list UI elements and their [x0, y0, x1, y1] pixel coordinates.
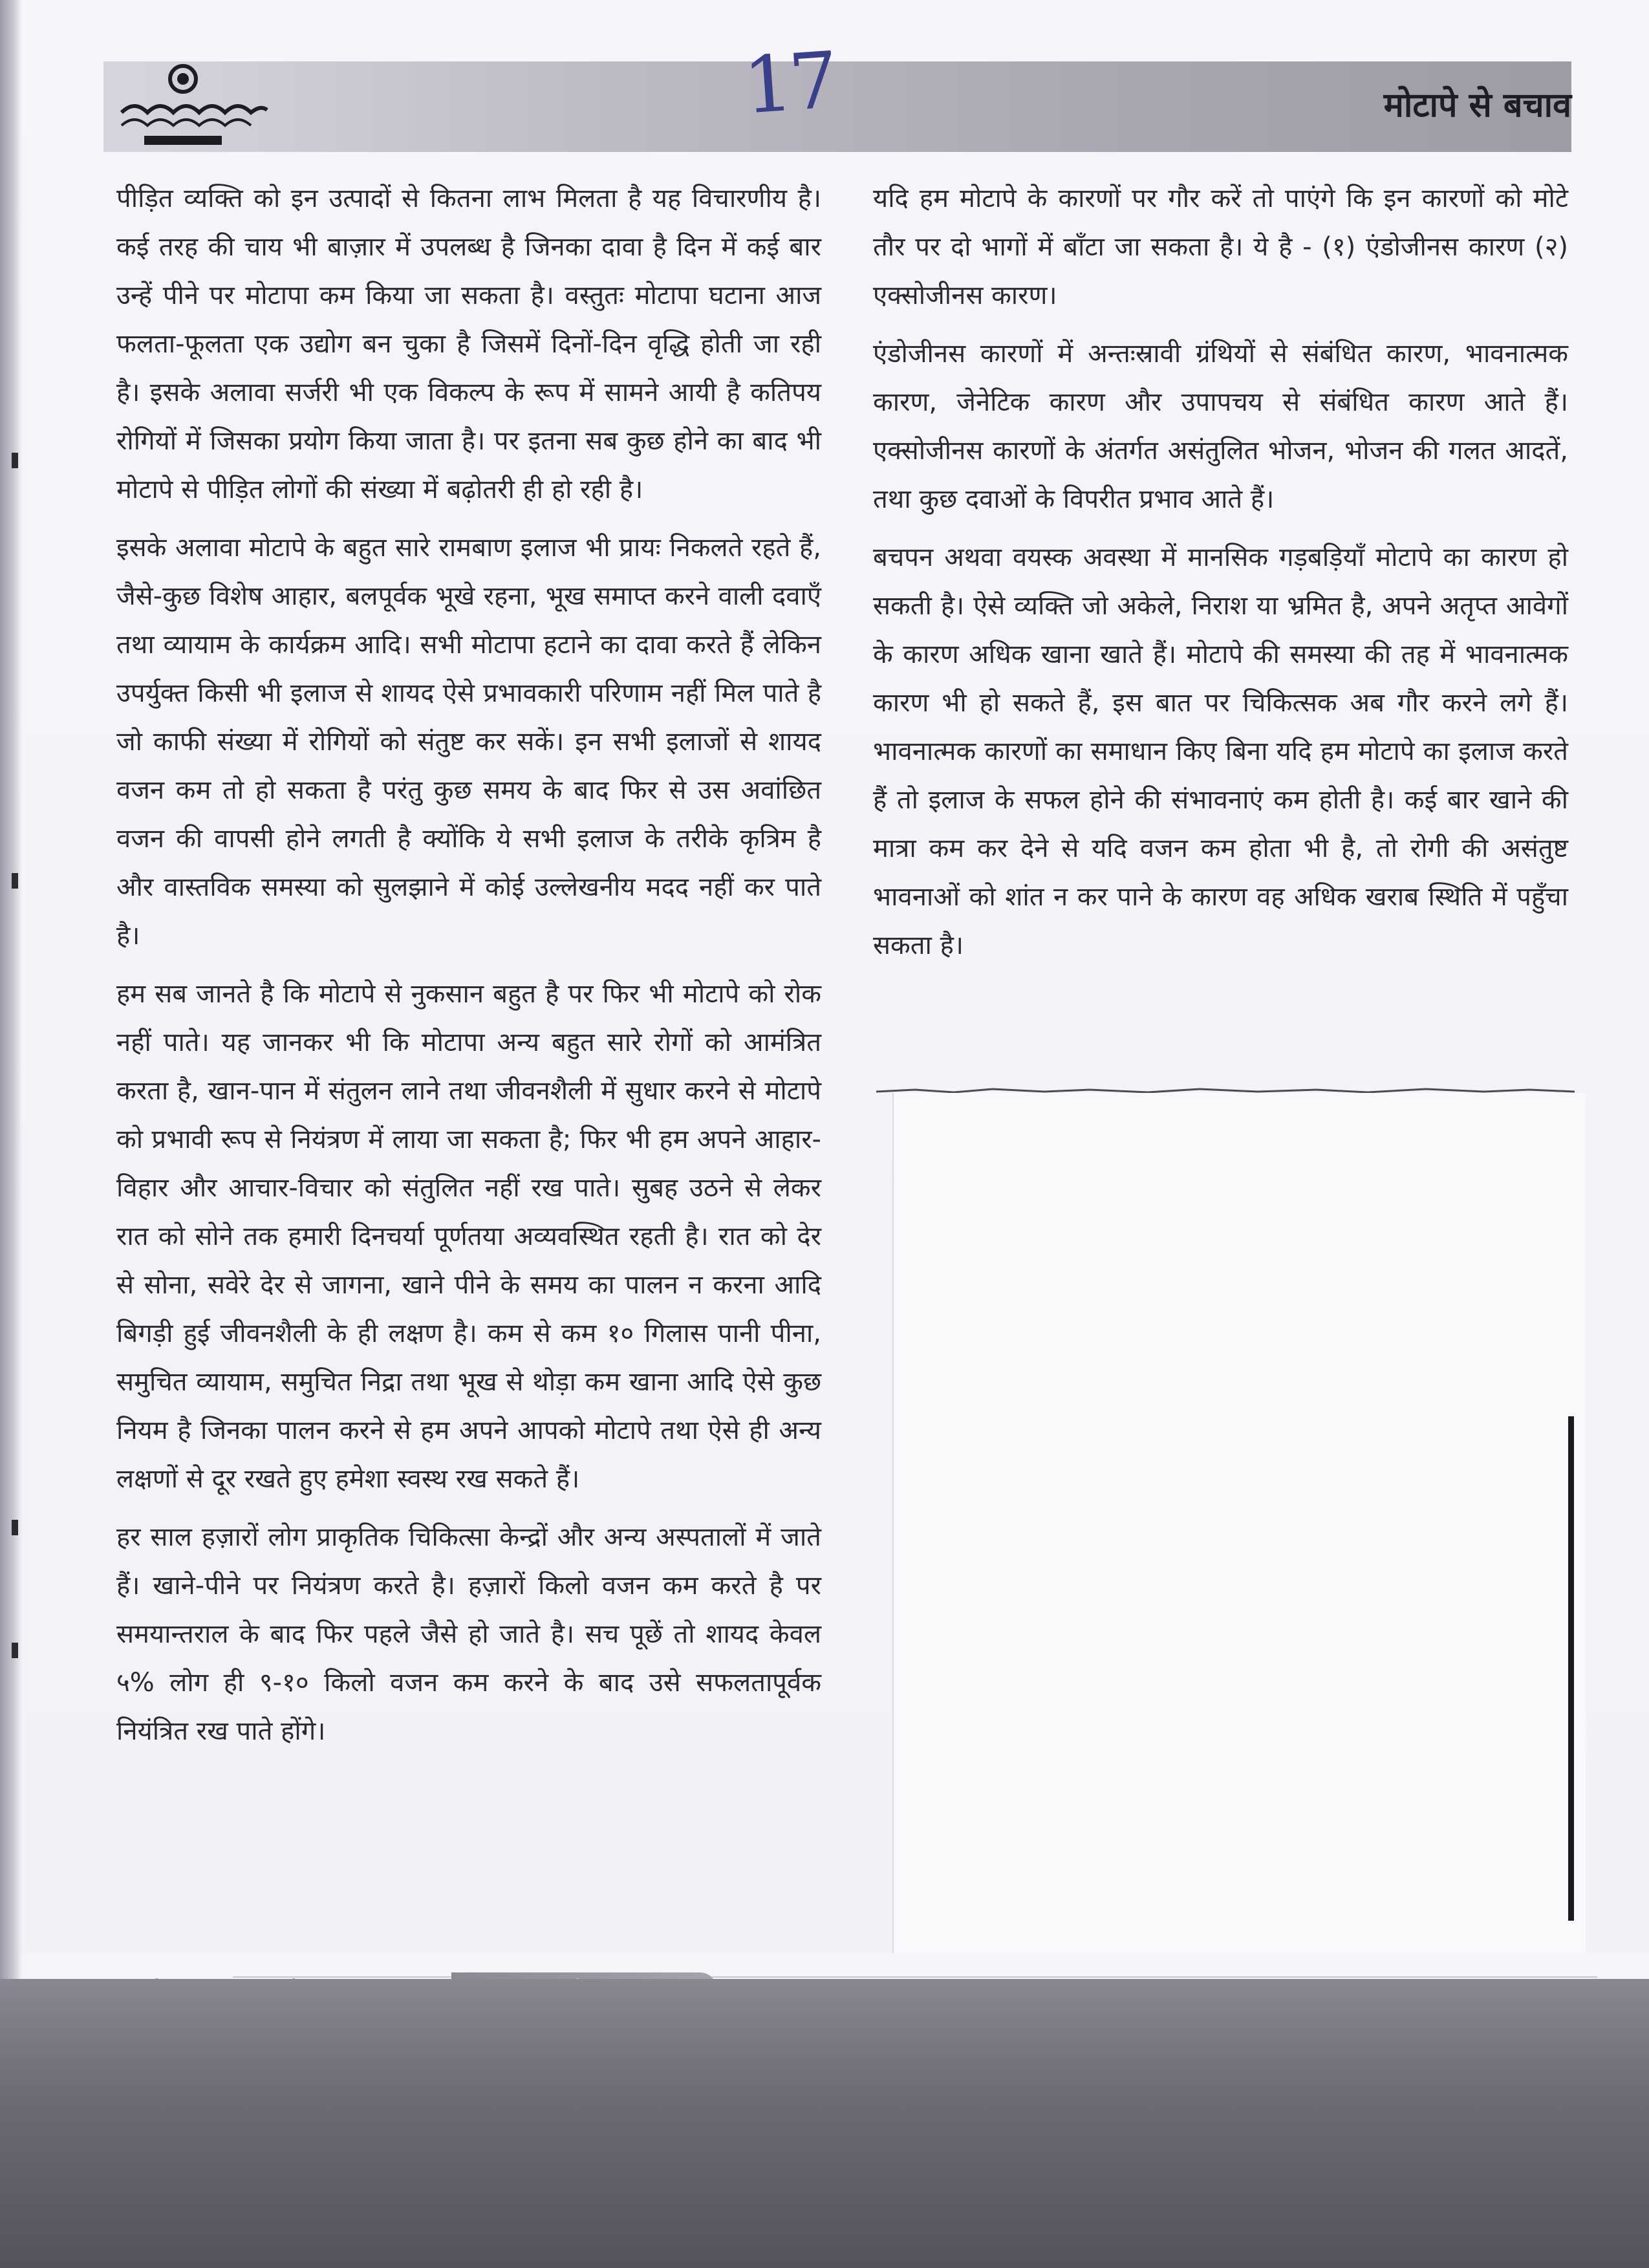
- paragraph: हर साल हज़ारों लोग प्राकृतिक चिकित्सा केन्द्रों और अन्य अस्पतालों में जाते हैं। खाने-पीने पर नियंत्रण करते है। हज़ारों किलो वजन कम करते है पर समयान्तराल के बाद फिर पहले जैसे हो जाते है। सच पूछें तो शायद केवल ५% लोग ही ९-१० किलो वजन कम करने के बाद उसे सफलतापूर्वक नियंत्रित रख पाते होंगे।: [116, 1522, 821, 1746]
- margin-mark: [12, 1643, 18, 1658]
- paragraph: बचपन अथवा वयस्क अवस्था में मानसिक गड़बड़ियाँ मोटापे का कारण हो सकती है। ऐसे व्यक्ति जो अकेले, निराश या भ्रमित है, अपने अतृप्त आवेगों के कारण अधिक खाना खाते हैं। मोटापे की समस्या की तह में भावनात्मक कारण भी हो सकते हैं, इस बात पर चिकित्सक अब गौर करने लगे हैं। भावनात्मक कारणों का समाधान किए बिना यदि हम मोटापे का इलाज करते हैं तो इलाज के सफल होने की संभावनाएं कम होती है। कई बार खाने की मात्रा कम कर देने से यदि वजन कम होता भी है, तो रोगी की असंतुष्ट भावनाओं को शांत न कर पाने के कारण वह अधिक खराब स्थिति में पहुँचा सकता है।: [873, 543, 1568, 960]
- left-column: [116, 175, 821, 1766]
- margin-mark: [12, 1520, 18, 1535]
- margin-mark: [12, 873, 18, 889]
- pasted-blank-area: [892, 1093, 1586, 1953]
- scan-left-edge: [0, 0, 22, 2268]
- right-column: [873, 175, 1568, 980]
- handwritten-page-number: 17: [740, 36, 838, 132]
- paragraph: पीड़ित व्यक्ति को इन उत्पादों से कितना लाभ मिलता है यह विचारणीय है। कई तरह की चाय भी बाज़ार में उपलब्ध है जिनका दावा है दिन में कई बार उन्हें पीने पर मोटापा कम किया जा सकता है। वस्तुतः मोटापा घटाना आज फलता-फूलता एक उद्योग बन चुका है जिसमें दिनों-दिन वृद्धि होती जा रही है। इसके अलावा सर्जरी भी एक विकल्प के रूप में सामने आयी है कतिपय रोगियों में जिसका प्रयोग किया जाता है। पर इतना सब कुछ होने का बाद भी मोटापे से पीड़ित लोगों की संख्या में बढ़ोतरी ही हो रही है।: [116, 184, 821, 504]
- magazine-logo-icon: [115, 59, 270, 157]
- paragraph: एंडोजीनस कारणों में अन्तःस्रावी ग्रंथियों से संबंधित कारण, भावनात्मक कारण, जेनेटिक कारण और उपापचय से संबंधित कारण आते हैं। एक्सोजीनस कारणों के अंतर्गत असंतुलित भोजन, भोजन की गलत आदतें, तथा कुछ दवाओं के विपरीत प्रभाव आते हैं।: [873, 339, 1568, 514]
- header-band: [103, 61, 1571, 152]
- paragraph: इसके अलावा मोटापे के बहुत सारे रामबाण इलाज भी प्रायः निकलते रहते हैं, जैसे-कुछ विशेष आहार, बलपूर्वक भूखे रहना, भूख समाप्त करने वाली दवाएँ तथा व्यायाम के कार्यक्रम आदि। सभी मोटापा हटाने का दावा करते हैं लेकिन उपर्युक्त किसी भी इलाज से शायद ऐसे प्रभावकारी परिणाम नहीं मिल पाते है जो काफी संख्या में रोगियों को संतुष्ट कर सकें। इन सभी इलाजों से शायद वजन कम तो हो सकता है परंतु कुछ समय के बाद फिर से उस अवांछित वजन की वापसी होने लगती है क्योंकि ये सभी इलाज के तरीके कृत्रिम है और वास्तविक समस्या को सुलझाने में कोई उल्लेखनीय मदद नहीं कर पाते है।: [116, 533, 821, 951]
- section-title: मोटापे से बचाव: [1383, 85, 1571, 125]
- paragraph: हम सब जानते है कि मोटापे से नुकसान बहुत है पर फिर भी मोटापे को रोक नहीं पाते। यह जानकर भी कि मोटापा अन्य बहुत सारे रोगों को आमंत्रित करता है, खान-पान में संतुलन लाने तथा जीवनशैली में सुधार करने से मोटापे को प्रभावी रूप से नियंत्रण में लाया जा सकता है; फिर भी हम अपने आहार-विहार और आचार-विचार को संतुलित नहीं रख पाते। सुबह उठने से लेकर रात को सोने तक हमारी दिनचर्या पूर्णतया अव्यवस्थित रहती है। रात को देर से सोना, सवेरे देर से जागना, खाने पीने के समय का पालन न करना आदि बिगड़ी हुई जीवनशैली के ही लक्षण है। कम से कम १० गिलास पानी पीना, समुचित व्यायाम, समुचित निद्रा तथा भूख से थोड़ा कम खाना आदि ऐसे कुछ नियम है जिनका पालन करने से हम अपने आपको मोटापे तथा ऐसे ही अन्य लक्षणों से दूर रखते हुए हमेशा स्वस्थ रख सकते हैं।: [116, 979, 821, 1494]
- edge-mark: [1568, 1416, 1574, 1921]
- margin-mark: [12, 453, 18, 468]
- paragraph: यदि हम मोटापे के कारणों पर गौर करें तो पाएंगे कि इन कारणों को मोटे तौर पर दो भागों में बाँटा जा सकता है। ये है - (१) एंडोजीनस कारण (२) एक्सोजीनस कारण।: [873, 184, 1568, 310]
- scan-bottom-shadow: [0, 1979, 1649, 2268]
